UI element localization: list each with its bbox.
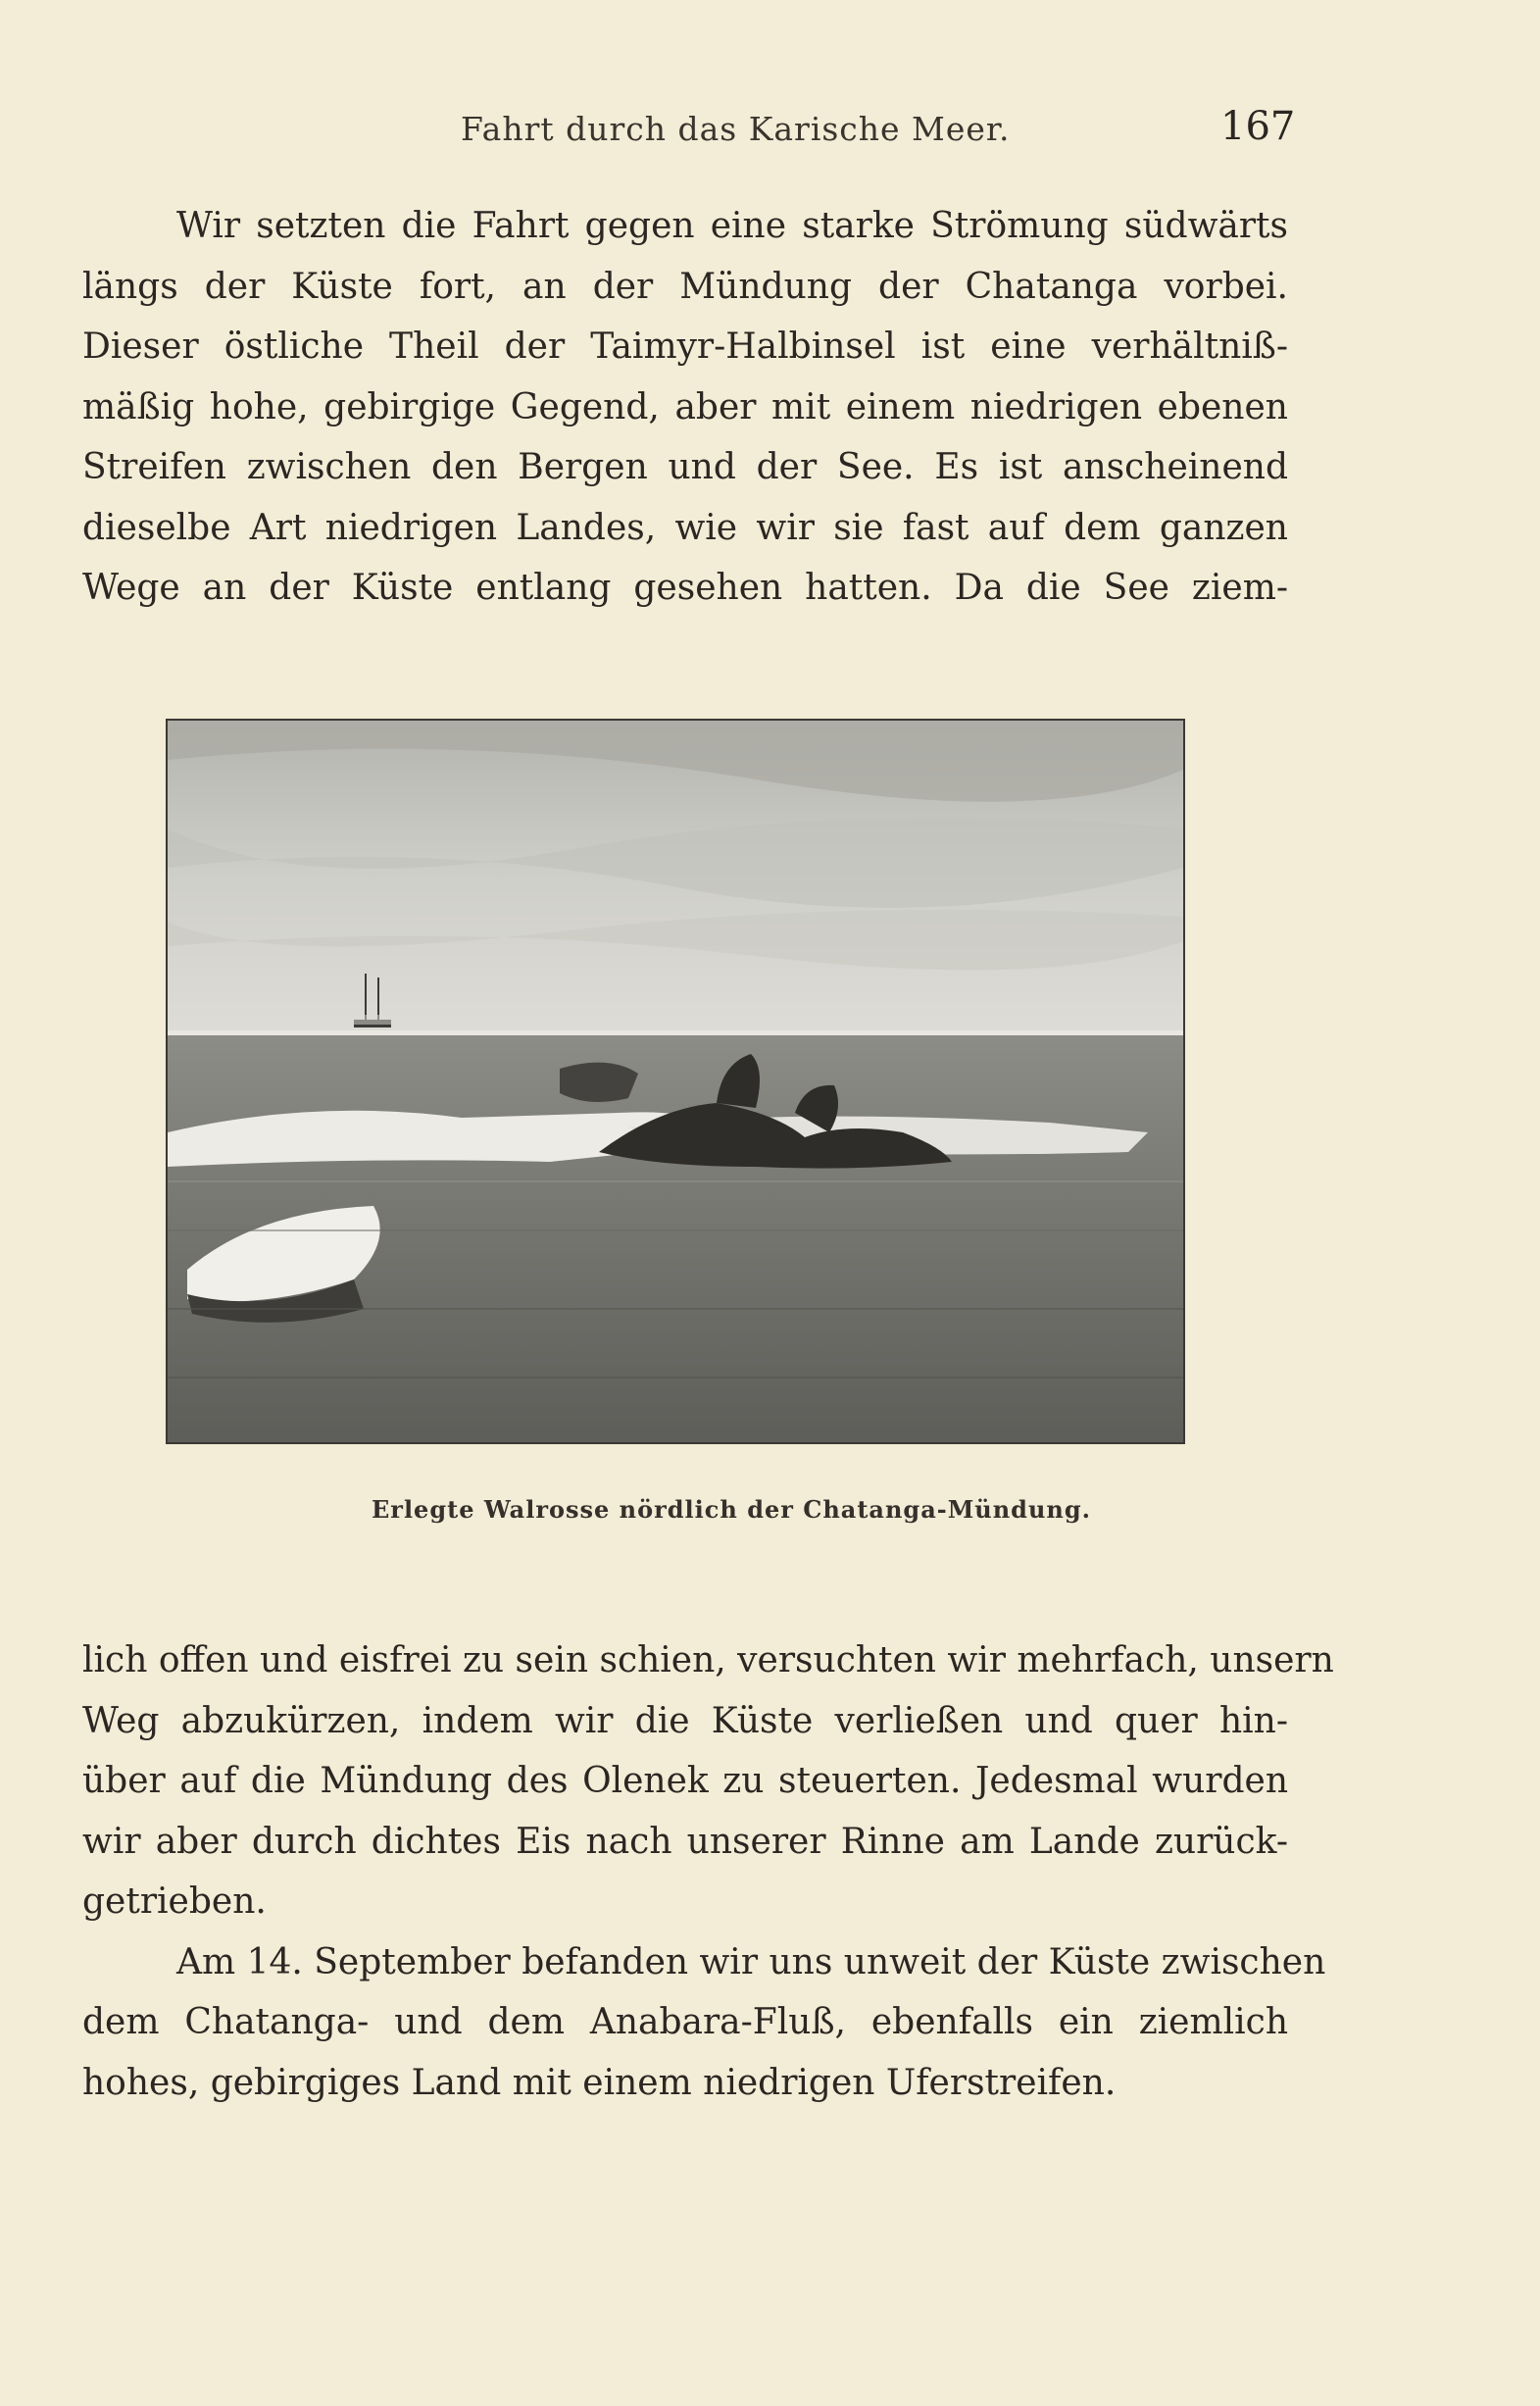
running-head: Fahrt durch das Karische Meer.	[461, 110, 1011, 148]
text-line: hohes, gebirgiges Land mit einem niedrigen Uferstreifen.	[82, 2062, 1117, 2103]
text-line: mäßig hohe, gebirgige Gegend, aber mit einem niedrigen ebenen	[82, 386, 1288, 427]
text-line: getrieben.	[82, 1881, 267, 1922]
text-line: dieselbe Art niedrigen Landes, wie wir sie fast auf dem ganzen	[82, 507, 1288, 548]
illustration-walruses-on-ice	[166, 719, 1185, 1444]
body-text-bottom	[82, 1630, 1334, 2113]
text-line: dem Chatanga- und dem Anabara-Fluß, ebenfalls ein ziemlich	[82, 2002, 1288, 2042]
figure-caption: Erlegte Walrosse nördlich der Chatanga-Mündung.	[372, 1495, 1091, 1524]
text-line: Wege an der Küste entlang gesehen hatten. Da die See ziem-	[82, 568, 1288, 608]
text-line: Streifen zwischen den Bergen und der See. Es ist anscheinend	[82, 447, 1288, 487]
text-line: Dieser östliche Theil der Taimyr-Halbinsel ist eine verhältniß-	[82, 326, 1288, 367]
page-number: 167	[1220, 104, 1296, 149]
text-line: längs der Küste fort, an der Mündung der Chatanga vorbei.	[82, 266, 1288, 307]
body-text-top	[82, 196, 1288, 619]
text-line: wir aber durch dichtes Eis nach unserer Rinne am Lande zurück-	[82, 1821, 1288, 1862]
text-line: Am 14. September befanden wir uns unweit der Küste zwischen	[176, 1941, 1326, 1982]
text-line: Weg abzukürzen, indem wir die Küste verließen und quer hin-	[82, 1700, 1288, 1741]
text-line: Wir setzten die Fahrt gegen eine starke Strömung südwärts	[176, 206, 1288, 246]
text-line: über auf die Mündung des Olenek zu steuerten. Jedesmal wurden	[82, 1761, 1288, 1801]
illustration-image	[168, 721, 1183, 1442]
text-line: lich offen und eisfrei zu sein schien, versuchten wir mehrfach, unsern	[82, 1640, 1334, 1680]
